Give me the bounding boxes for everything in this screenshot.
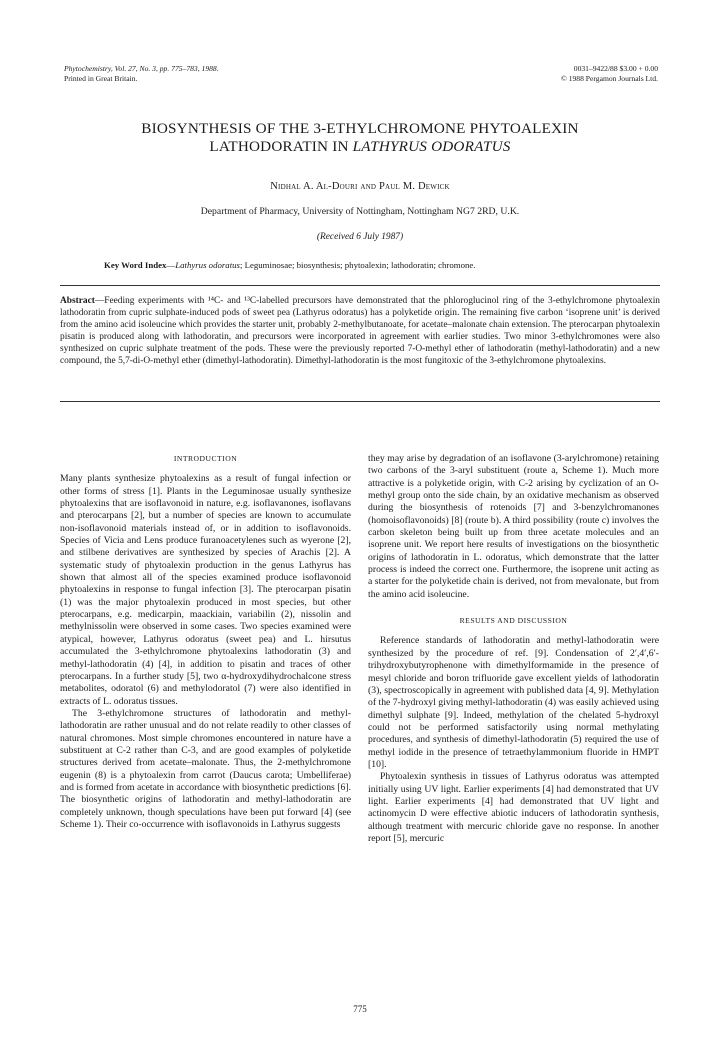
journal-citation-line2: Printed in Great Britain. xyxy=(64,73,138,83)
column-left xyxy=(60,453,351,831)
journal-citation-line1: Phytochemistry, Vol. 27, No. 3, pp. 775–783, 1988. xyxy=(64,64,219,73)
introduction-paragraph-3: they may arise by degradation of an isoflavone (3-arylchromone) retaining two carbons of the 3-aryl substituent (route a, Scheme 1). Much more attractive is a polyketide origin, with C-2 arising by cyclization of an O-methyl group onto the side chain, by an oxidative mechanism as observed during the biosynthesis of rotenoids [7] and 3-benzylchromanones (homoisoflavonoids) [8] (route b). A third possibility (route c) involves the carbon skeleton being built up from three acetate molecules and an isoprene unit. We report here results of investigations on the biosynthetic origins of lathodoratin in L. odoratus, which demonstrate that the latter process is indeed the correct one. Furthermore, the isoprene unit acting as a starter for the polyketide chain is derived, not from mevalonate, but from the amino acid isoleucine. xyxy=(368,453,659,600)
article-title-line1: BIOSYNTHESIS OF THE 3-ETHYLCHROMONE PHYTOALEXIN xyxy=(141,120,579,137)
journal-citation xyxy=(64,64,219,83)
introduction-heading: INTRODUCTION xyxy=(173,454,238,463)
keyword-list: ; Leguminosae; biosynthesis; phytoalexin; lathodoratin; chromone. xyxy=(239,260,476,270)
abstract-bottom-rule xyxy=(60,401,660,402)
column-right xyxy=(368,453,659,845)
page-number: 775 xyxy=(353,1004,367,1014)
results-paragraph-2: Phytoalexin synthesis in tissues of Lathyrus odoratus was attempted initially using UV light. Earlier experiments [4] had demonstrated that UV light. Earlier experiments [4] had demonstrated that UV light and actinomycin D were effective abiotic inducers of lathodoratin synthesis, although treatment with mercuric chloride gave no response. In another report [5], mercuric xyxy=(368,771,659,844)
results-heading: RESULTS AND DISCUSSION xyxy=(459,616,568,626)
keyword-species: Lathyrus odoratus xyxy=(175,260,240,270)
introduction-paragraph-2: The 3-ethylchromone structures of lathodoratin and methyl-lathodoratin are rather unusual and do not relate readily to other classes of natural chromones. Most simple chromones encountered in nature have a substituent at C-2 rather than C-3, and are good examples of polyketide structures derived from acetate–malonate. Thus, the 2-methylchromone eugenin (8) is a phytoalexin from carrot (Daucus carota; Umbelliferae) and is formed from acetate in accordance with biosynthetic predictions [6]. The biosynthetic origins of lathodoratin and methyl-lathodoratin are completely unknown, though speculations have been put forward [4] (see Scheme 1). Their co-occurrence with isoflavonoids in Lathyrus suggests xyxy=(60,707,351,830)
affiliation: Department of Pharmacy, University of Nottingham, Nottingham NG7 2RD, U.K. xyxy=(200,206,520,217)
issn-block xyxy=(561,64,658,83)
abstract-text: —Feeding experiments with ¹⁴C- and ¹³C-labelled precursors have demonstrated that the phloroglucinol ring of the 3-ethylchromone phytoalexin lathodoratin from cupric sulphate-induced pods of sweet pea (Lathyrus odoratus) has a polyketide origin. The remaining five carbon ‘isoprene unit’ is derived from the amino acid isoleucine which provides the starter unit, probably 2-methylbutanoate, for acetate–malonate chain extension. The pterocarpan phytoalexin pisatin is produced along with lathodoratin, and precursors were incorporated in agreement with earlier studies. Two minor 3-ethylchromones were also synthesized on cupric sulphate treatment of the pods. These were the previously reported 7-O-methyl ether of lathodoratin (methyl-lathodoratin) and a new compound, the 5,7-di-O-methyl ether (dimethyl-lathodoratin). Dimethyl-lathodoratin is the most fungitoxic of the 3-ethylchromone phytoalexins. xyxy=(60,296,660,366)
issn-line1: 0031–9422/88 $3.00 + 0.00 xyxy=(573,64,658,73)
keyword-index-label: Key Word Index xyxy=(104,260,167,270)
keyword-index: Key Word Index—Lathyrus odoratus; Leguminosae; biosynthesis; phytoalexin; lathodoratin; chromone. xyxy=(104,260,476,270)
abstract-label: Abstract xyxy=(60,296,95,306)
introduction-paragraph-1: Many plants synthesize phytoalexins as a result of fungal infection or other forms of stress [1]. Plants in the Leguminosae usually synthesize phytoalexins that are isoflavonoid in nature, e.g. isoflavanones, isoflavans and pterocarpans [2], but a number of species are known to accumulate non-isoflavonoid materials instead of, or in addition to isoflavonoids. Species of Vicia and Lens produce furanoacetylenes such as wyerone [2], and stilbene derivatives are synthesized by species of Arachis [2]. A systematic study of phytoalexin production in the genus Lathyrus has shown that almost all of the species examined produce isoflavonoid phytoalexins in response to fungal infection [3]. The pterocarpan pisatin (1) was the major phytoalexin produced in most species, but other pterocarpans, e.g. medicarpin, maackiain, variabilin (2), nissolin and methylnissolin were observed in some cases. Two species examined were atypical, however, Lathyrus odoratus (sweet pea) and L. hirsutus accumulated the 3-ethylchromone phytoalexins lathodoratin (3) and methyl-lathodoratin (4) [4], in addition to pisatin and traces of other pterocarpans. In a further study [5], two α-hydroxydihydrochalcone stress metabolites, odoratol (6) and methylodoratol (7) were also identified in extracts of L. odoratus tissues. xyxy=(60,473,351,707)
abstract-top-rule xyxy=(60,285,660,286)
author-list: Nidhal A. Al-Douri and Paul M. Dewick xyxy=(270,181,450,192)
abstract xyxy=(60,295,660,367)
results-paragraph-1: Reference standards of lathodoratin and methyl-lathodoratin were synthesized by the procedure of ref. [9]. Condensation of 2′,4′,6′-trihydroxybutyrophenone with dimethylformamide in the presence of mesyl chloride and boron trifluoride gave excellent yields of lathodoratin (3), spectroscopically in agreement with published data [4, 9]. Methylation of the 7-hydroxyl giving methyl-lathodoratin (4) was easily achieved using dimethyl sulphate [9]. Indeed, methylation of the chelated 5-hydroxyl could not be performed satisfactorily using normal methylating procedures, and synthesis of dimethyl-lathodoratin (5) required the use of methyl iodide in the presence of tetraethylammonium fluoride in HMPT [10]. xyxy=(368,635,659,770)
copyright-line: © 1988 Pergamon Journals Ltd. xyxy=(561,73,658,83)
received-date: (Received 6 July 1987) xyxy=(316,232,404,242)
article-title-line2 xyxy=(60,138,660,156)
article-title xyxy=(60,120,660,156)
article-title-line2-a: LATHODORATIN IN xyxy=(209,138,353,155)
article-title-species: LATHYRUS ODORATUS xyxy=(352,138,511,155)
